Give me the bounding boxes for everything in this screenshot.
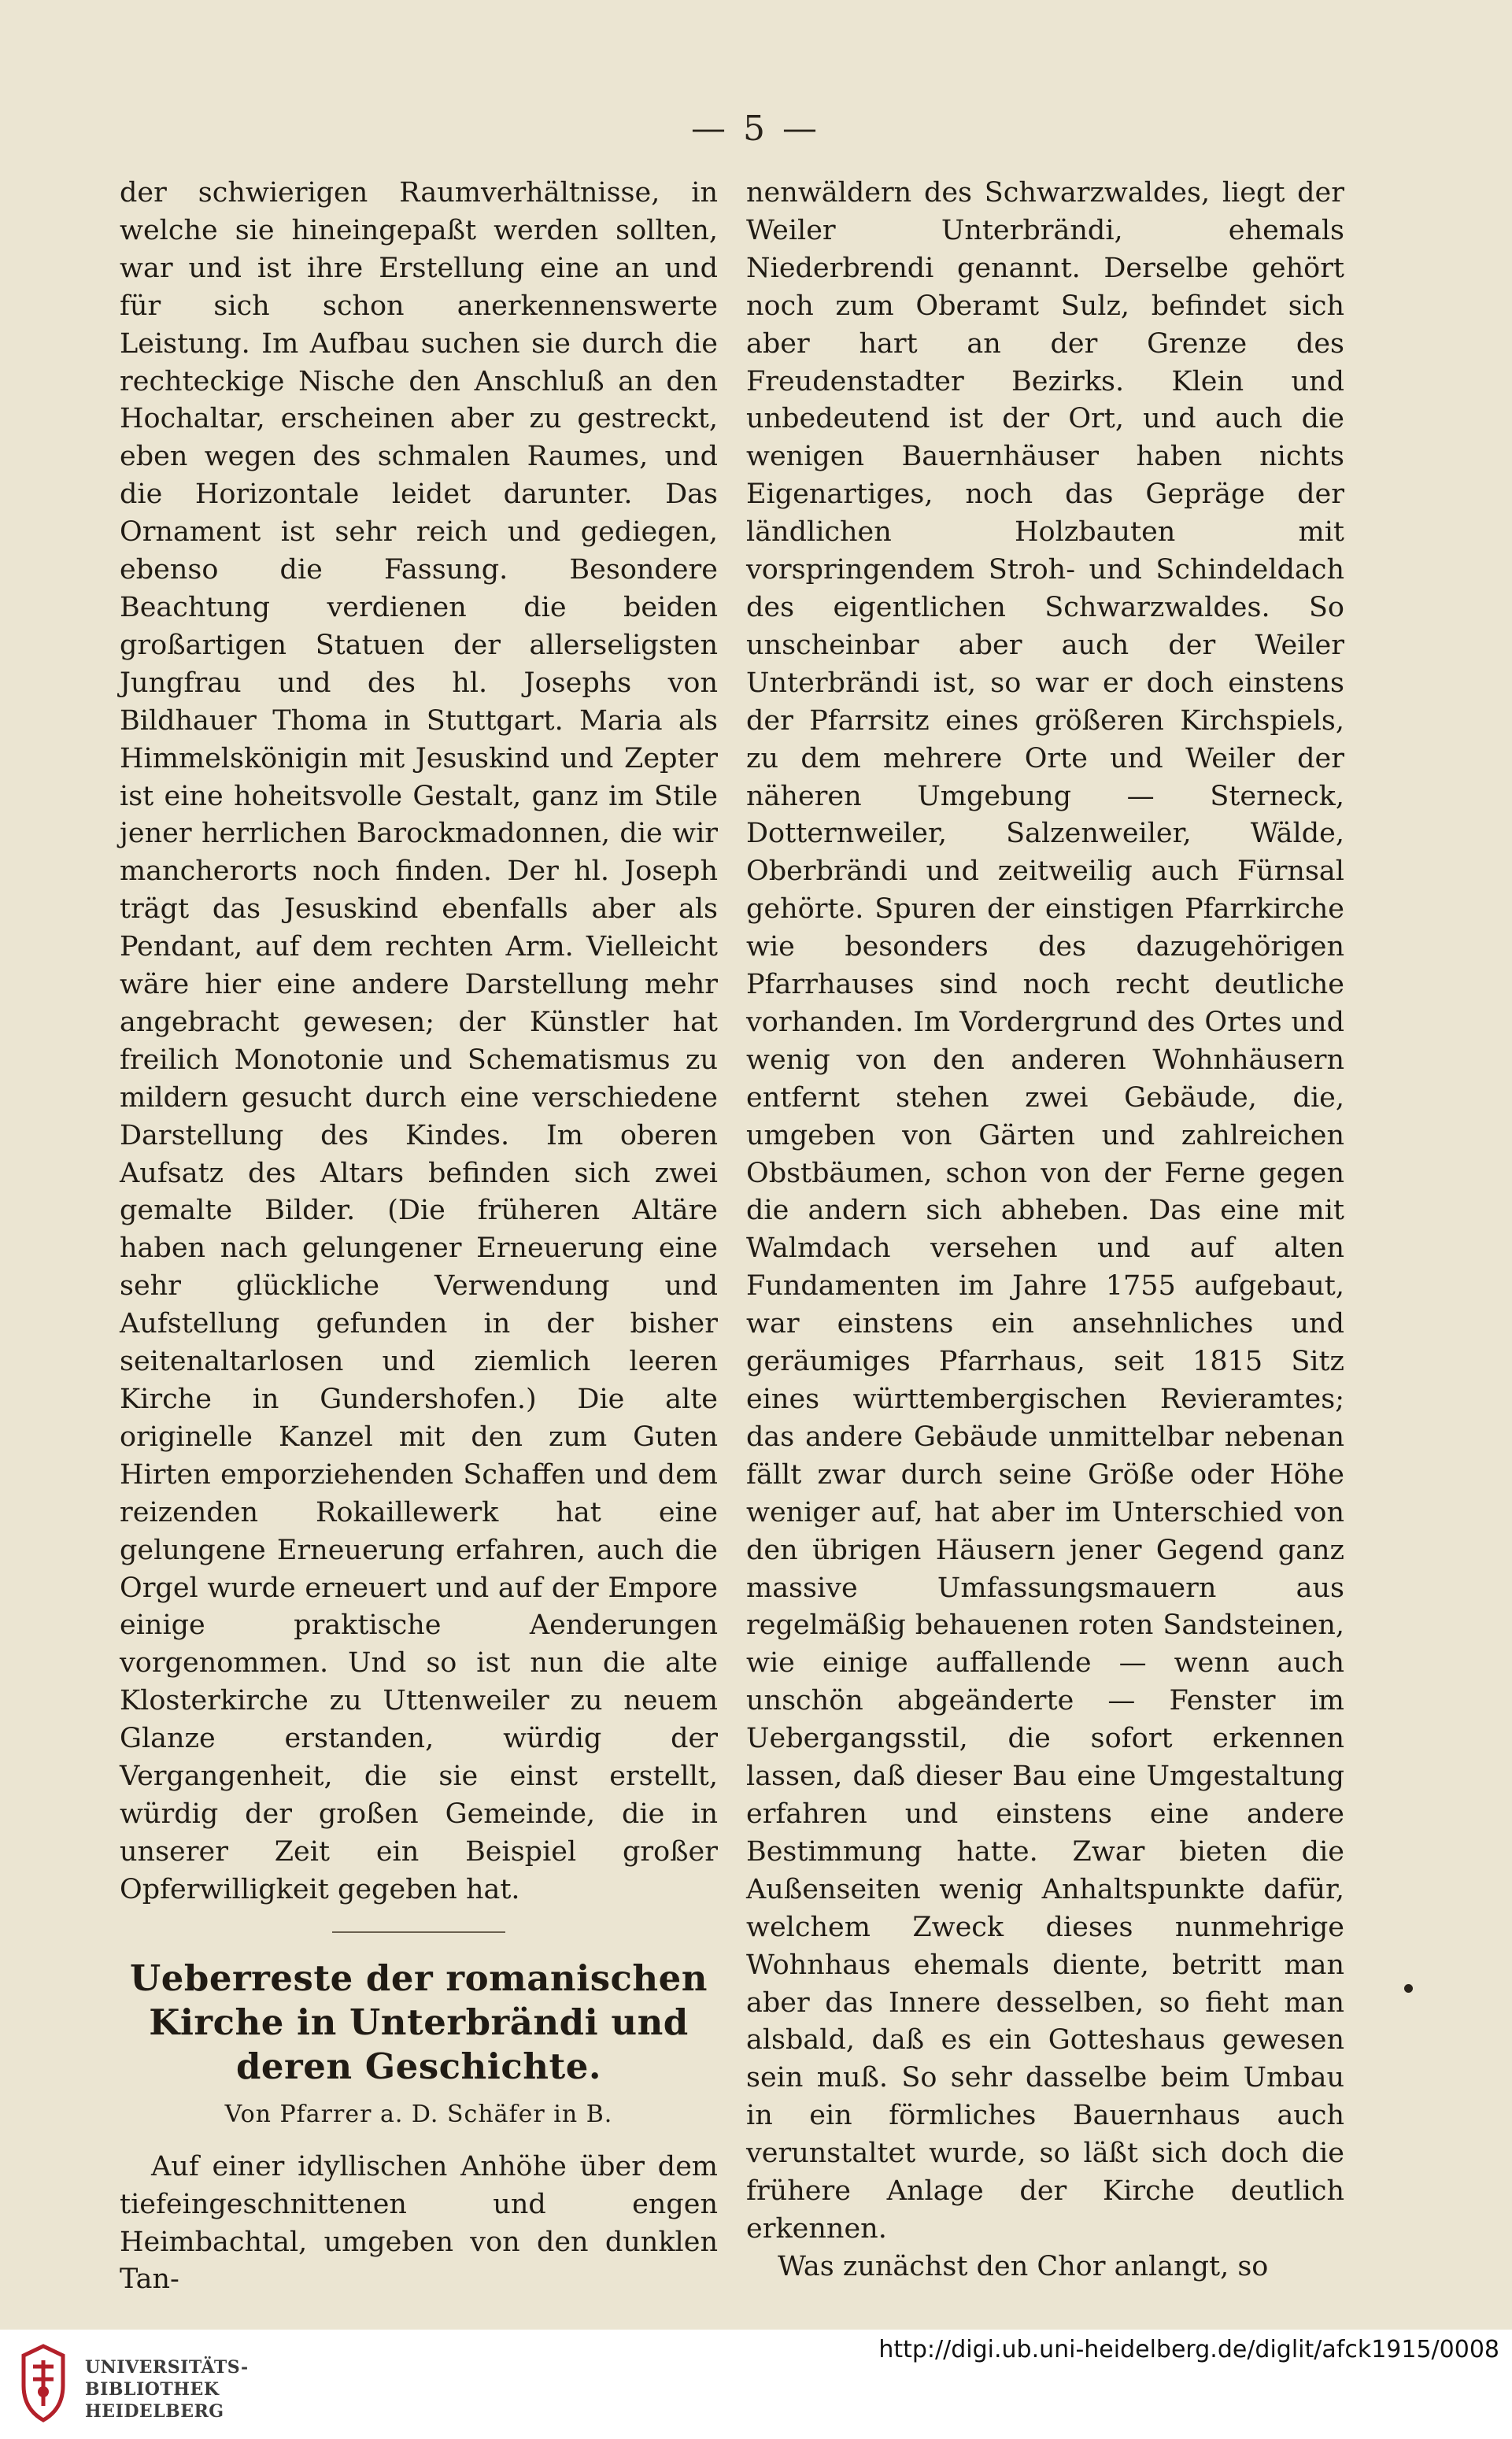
article-byline: Von Pfarrer a. D. Schäfer in B. xyxy=(224,2100,613,2128)
section-divider xyxy=(332,1931,505,1933)
library-name[interactable] xyxy=(85,2356,321,2422)
library-name-line-2: BIBLIOTHEK xyxy=(85,2379,220,2400)
left-paragraph-1: der schwierigen Raumverhältnisse, in welche sie hineingepaßt werden sollten, war und ist ihre Erstellung eine an und für sich schon anerkennenswerte Leistung. Im Aufbau suchen sie durch die rechteckige Nische den Anschluß an den Hochaltar, erscheinen aber zu gestreckt, eben wegen des schmalen Raumes, und die Horizontale leidet darunter. Das Ornament ist sehr reich und gediegen, ebenso die Fassung. Besondere Beachtung verdienen die beiden großartigen Statuen der allerseligsten Jungfrau und des hl. Josephs von Bildhauer Thoma in Stuttgart. Maria als Himmelskönigin mit Jesuskind und Zepter ist eine hoheitsvolle Gestalt, ganz im Stile jener herrlichen Barockmadonnen, die wir mancherorts noch finden. Der hl. Joseph trägt das Jesuskind ebenfalls aber als Pendant, auf dem rechten Arm. Vielleicht wäre hier eine andere Darstellung mehr angebracht gewesen; der Künstler hat freilich Monotonie und Schematismus zu mildern gesucht durch eine verschiedene Darstellung des Kindes. Im oberen Aufsatz des Altars befinden sich zwei gemalte Bilder. (Die früheren Altäre haben nach gelungener Erneuerung eine sehr glückliche Verwendung und Aufstellung gefunden in der bisher seitenaltarlosen und ziemlich leeren Kirche in Gundershofen.) Die alte originelle Kanzel mit den zum Guten Hirten emporziehenden Schaffen und dem reizenden Rokaillewerk hat eine gelungene Erneuerung erfahren, auch die Orgel wurde erneuert und auf der Empore einige praktische Aenderungen vorgenommen. Und so ist nun die alte Klosterkirche zu Uttenweiler zu neuem Glanze erstanden, würdig der Vergangenheit, die sie einst erstellt, würdig der großen Gemeinde, die in unserer Zeit ein Beispiel großer Opferwilligkeit gegeben hat. xyxy=(120,177,718,1905)
right-paragraph-2: Was zunächst den Chor anlangt, so xyxy=(778,2250,1269,2282)
right-paragraph-1: nenwäldern des Schwarzwaldes, liegt der Weiler Unterbrändi, ehemals Niederbrendi genannt. Derselbe gehört noch zum Oberamt Sulz, befindet sich aber hart an der Grenze des Freudenstadter Bezirks. Klein und unbedeutend ist der Ort, und auch die wenigen Bauernhäuser haben nichts Eigenartiges, noch das Gepräge der ländlichen Holzbauten mit vorspringendem Stroh- und Schindeldach des eigentlichen Schwarzwaldes. So unscheinbar aber auch der Weiler Unterbrändi ist, so war er doch einstens der Pfarrsitz eines größeren Kirchspiels, zu dem mehrere Orte und Weiler der näheren Umgebung — Sterneck, Dotternweiler, Salzenweiler, Wälde, Oberbrändi und zeitweilig auch Fürnsal gehörte. Spuren der einstigen Pfarrkirche wie besonders des dazugehörigen Pfarrhauses sind noch recht deutliche vorhanden. Im Vordergrund des Ortes und wenig von den anderen Wohnhäusern entfernt stehen zwei Gebäude, die, umgeben von Gärten und zahlreichen Obstbäumen, schon von der Ferne gegen die andern sich abheben. Das eine mit Walmdach versehen und auf alten Fundamenten im Jahre 1755 aufgebaut, war einstens ein ansehnliches und geräumiges Pfarrhaus, seit 1815 Sitz eines württembergischen Revieramtes; das andere Gebäude unmittelbar nebenan fällt zwar durch seine Größe oder Höhe weniger auf, hat aber im Unterschied von den übrigen Häusern jener Gegend ganz massive Umfassungsmauern aus regelmäßig behauenen roten Sandsteinen, wie einige auffallende — wenn auch unschön abgeänderte — Fenster im Uebergangsstil, die sofort erkennen lassen, daß dieser Bau eine Umgestaltung erfahren und einstens eine andere Bestimmung hatte. Zwar bieten die Außenseiten wenig Anhaltspunkte dafür, welchem Zweck dieses nunmehrige Wohnhaus ehemals diente, betritt man aber das Innere desselben, so fieht man alsbald, daß es ein Gotteshaus gewesen sein muß. So sehr dasselbe beim Umbau in ein förmliches Bauernhaus auch verunstaltet wurde, so läßt sich doch die frühere Anlage der Kirche deutlich erkennen. xyxy=(746,177,1344,2245)
print-speck xyxy=(1404,1984,1413,1993)
source-url-link[interactable]: http://digi.ub.uni-heidelberg.de/diglit/afck1915/0008 xyxy=(878,2336,1499,2363)
right-column xyxy=(746,175,1344,2286)
heidelberg-university-seal-icon xyxy=(19,2343,68,2423)
library-name-line-3: HEIDELBERG xyxy=(85,2401,224,2422)
left-column xyxy=(120,175,718,2299)
page-number: — 5 — xyxy=(691,109,820,149)
article-heading: Ueberreste der romanischen Kirche in Unterbrändi und deren Geschichte. xyxy=(129,1957,708,2087)
library-name-line-1: UNIVERSITÄTS- xyxy=(85,2357,249,2378)
left-paragraph-2: Auf einer idyllischen Anhöhe über dem tiefeingeschnittenen und engen Heimbachtal, umgeben von den dunklen Tan- xyxy=(120,2150,718,2296)
